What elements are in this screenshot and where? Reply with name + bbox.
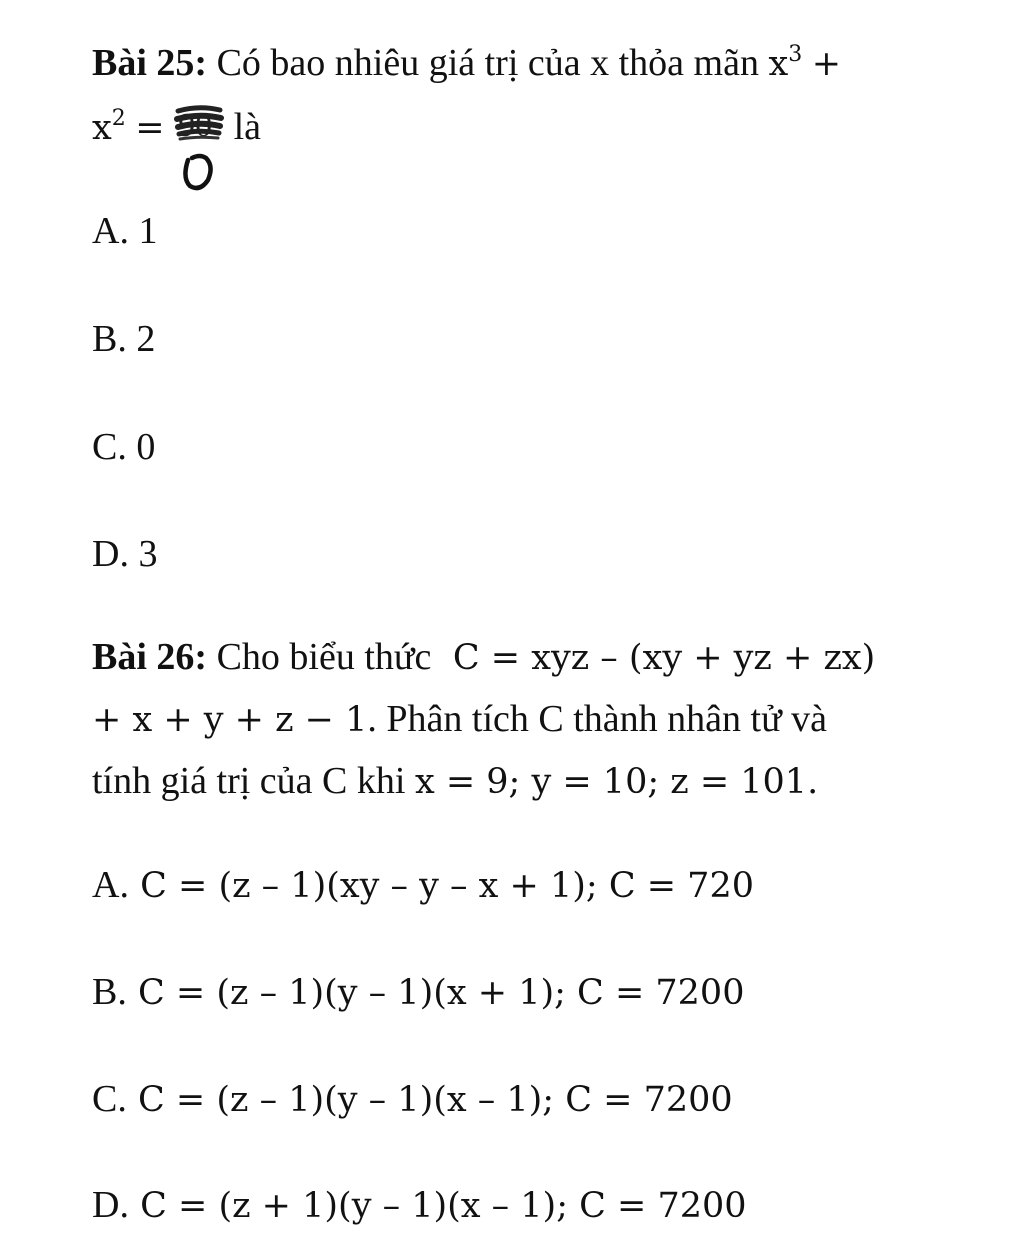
q25-label: Bài 25: [92, 42, 208, 84]
q26-line1 [92, 638, 875, 676]
q25-option-d[interactable] [92, 535, 157, 573]
q25-exp3: 3 [788, 42, 803, 67]
q26-expression-continued: + x + y + z − 1 [92, 700, 368, 740]
q25-tail: là [233, 106, 262, 148]
option-value: 0 [136, 426, 156, 468]
option-value: C = (z + 1)(y – 1)(x – 1); C = 7200 [140, 1186, 747, 1226]
q25-exp2: 2 [111, 106, 126, 131]
scribble-icon [174, 101, 224, 145]
q26-line3 [92, 762, 818, 800]
option-label: D. [92, 533, 129, 575]
handwritten-zero-icon [178, 152, 218, 192]
q26-option-c[interactable] [92, 1080, 733, 1118]
q26-option-b[interactable] [92, 973, 744, 1011]
scribbled-out-value [174, 109, 224, 143]
option-label: C. [92, 426, 127, 468]
q25-option-b[interactable] [92, 320, 155, 358]
q26-line2 [92, 700, 827, 738]
handwritten-annotation [178, 152, 218, 202]
q25-option-c[interactable] [92, 428, 155, 466]
option-label: B. [92, 971, 127, 1013]
q25-line2 [92, 108, 261, 146]
q25-term-x2: x [92, 108, 112, 148]
option-value: C = (z – 1)(xy – y – x + 1); C = 720 [140, 866, 754, 906]
q26-text-2: . Phân tích C thành nhân tử và [367, 698, 828, 740]
q25-text: Có bao nhiêu giá trị của x thỏa mãn [216, 42, 759, 84]
option-label: D. [92, 1184, 129, 1226]
q26-values: x = 9; y = 10; z = 101. [414, 762, 819, 802]
q26-option-d[interactable] [92, 1186, 747, 1224]
q25-option-a[interactable] [92, 212, 157, 250]
q25-term-x3: x [768, 44, 789, 84]
option-value: 2 [136, 318, 156, 360]
q26-text-1: Cho biểu thức [216, 636, 432, 678]
option-value: 1 [138, 210, 158, 252]
q26-option-a[interactable] [92, 866, 754, 904]
option-value: C = (z – 1)(y – 1)(x – 1); C = 7200 [138, 1080, 733, 1120]
q25-plus: + [811, 44, 842, 84]
option-label: B. [92, 318, 127, 360]
q26-label: Bài 26: [92, 636, 208, 678]
q26-expression: C = xyz – (xy + yz + zx) [452, 638, 876, 678]
option-value: 3 [138, 533, 158, 575]
option-label: A. [92, 210, 129, 252]
option-value: C = (z – 1)(y – 1)(x + 1); C = 7200 [138, 973, 745, 1013]
q26-text-3: tính giá trị của C khi [92, 760, 406, 802]
option-label: A. [92, 864, 129, 906]
option-label: C. [92, 1078, 127, 1120]
scribbled-value-text: 90 [178, 107, 213, 144]
q25-line1 [92, 44, 841, 82]
q25-equals: = [135, 108, 165, 148]
